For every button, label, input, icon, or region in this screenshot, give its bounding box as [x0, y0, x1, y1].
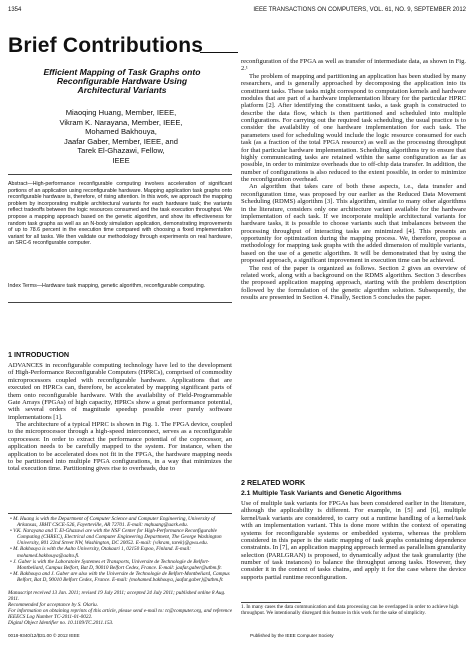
footnote-rule	[8, 513, 232, 514]
body-paragraph: The rest of the paper is organized as follows. Section 2 gives an overview of related work, along with a background on the RDMS algorithm. Section 3 describes the proposed application mapping approach, starting with the problem description followed by the formulation of the genetic algorithm solution. Subsequently, the results are presented in Section 4. Finally, Section 5 concludes the paper.	[241, 264, 466, 301]
intro-heading: 1 INTRODUCTION	[8, 350, 70, 359]
journal-line: IEEE TRANSACTIONS ON COMPUTERS, VOL. 61, NO. 9, SEPTEMBER 2012	[253, 7, 466, 13]
related-work-heading: 2 RELATED WORK	[241, 478, 306, 487]
manuscript-info	[8, 590, 232, 627]
page-footer	[8, 633, 466, 641]
page-number: 1354	[8, 7, 22, 13]
body-paragraph: The problem of mapping and partitioning an application has been studied by many researchers, and is generally approached by decomposing the application into its constituent tasks. These tasks might correspond to computation kernels and hardware modules that are part of a hardware implementation library for the particular HPRC platform [2]. After identifying the constituent tasks, a task graph is constructed to describe the data flow, which is then partitioned and scheduled into multiple configurations. For carrying out the required task scheduling, the usual practice is to consider the availability of one hardware implementation for each task. The parameters used for scheduling would include the logic resource consumed for each task (as a fraction of the total FPGA resource) as well as the processing throughput for that particular hardware implementation. Scheduling algorithms try to ensure that highly communicating tasks are retained within the same configuration as far as possible, in order to minimize overheads due to off-chip data transfer. In addition, the number of configurations is also reduced to the extent possible, in order to minimize the reconfiguration overhead.	[241, 72, 466, 183]
affiliation-item: • M. Bakhouya and J. Gaber are also with the Universite de Technologie de Belfort-Montbeliard, Campus Belfort, Bat D, 90010 Belfort Cedex, France. E-mail: {mohamed.bakhouya, jaafar.gaber}@utbm.fr.	[10, 570, 230, 583]
intro-paragraph: The architecture of a typical HPRC is shown in Fig. 1. The FPGA device, coupled to the microprocessor through a high-speed interconnect, serves as a reconfigurable coprocessor. In order to extract the performance potential of the coprocessor, an application needs to be carefully mapped to the system. For instance, when the application to be accelerated does not fit in the FPGA, the hardware mapping needs to be partitioned into multiple FPGA configurations, in a way that minimizes the total execution time. Partitioning gives rise to overheads, due to	[8, 421, 232, 473]
intro-paragraph: ADVANCES in reconfigurable computing technology have led to the development of High-Performance Reconfigurable Computers (HPRCs), comprised of commodity microprocessors coupled with reconfigurable hardware. Applications that are executed on HPRCs can, therefore, be accelerated by mapping significant parts of them onto reconfigurable hardware. With the availability of Field-Programmable Gate Arrays (FPGAs) of high capacity, HPRCs show a great performance potential, with several orders of magnitude speedup possible over purely software implementations [1].	[8, 362, 232, 421]
manuscript-line: Manuscript received 13 Jan. 2011; revised 19 July 2011; accepted 24 July 2011; published online 8 Aug. 2011.	[8, 590, 226, 603]
publisher-line: Published by the IEEE Computer Society	[250, 633, 334, 638]
abstract-top-rule	[8, 174, 232, 175]
affiliations	[8, 516, 232, 583]
author-line: Miaoqing Huang, Member, IEEE,	[65, 108, 177, 117]
footnote-rule	[241, 602, 301, 603]
copyright-line: 0018-9340/12/$31.00 © 2012 IEEE	[8, 633, 80, 638]
body-paragraph: reconfiguration of the FPGA as well as transfer of intermediate data, as shown in Fig. 2.¹	[241, 58, 466, 73]
author-block	[26, 108, 216, 166]
manuscript-line: For information on obtaining reprints of this article, please send e-mail to: tc@computer.org, and reference IEEECS Log Number TC-2011-01-0022.	[8, 608, 233, 621]
intro-body	[8, 362, 232, 473]
related-work-body: Use of multiple task variants for FPGAs has been considered earlier in the literature, although the applicability is different. For example, in [5] and [6], multiple kernel/task variants are considered, to carry out a runtime handling of a kernel/task with an implementation variant. This is done more within the context of operating systems for reconfigurable systems or embedded systems, whereas the problem considered in this paper is the static mapping of task graphs containing dependence constraints. In [7], an application mapping approach termed as parallelism granularity selection (PARLGRAN) is proposed, to dynamically adjust the task granularity (the number of task instances) to balance the throughput among tasks. However, they consider it in the context of tasks chains, and apply it for the case where the device supports partial runtime reconfiguration.	[241, 500, 466, 581]
paper-title: Efficient Mapping of Task Graphs onto Reconfigurable Hardware Using Architectural Variants	[43, 67, 201, 96]
affiliation-item: • J. Gaber is with the Laboratoire Systemes et Transports, Universite de Technologie de Belfort-Montbeliard, Campus Belfort, Bat D, 90010 Belfort Cedex, France. E-mail: jaafar.gaber@utbm.fr.	[10, 558, 222, 571]
footnote: 1. In many cases the data communication and data processing can be overlapped in order to achieve high throughput. We intentionally disregard this feature in this work for the sake of simplicity.	[241, 604, 459, 617]
affiliation-item: • V.K. Narayana and T. El-Ghazawi are with the NSF Center for High-Performance Reconfigurable Computing (CHREC), Electrical and Computer Engineering Department, The George Washington University, 801 22nd Street NW, Washington, DC 20052. E-mail: {vikram, tarek}@gwu.edu.	[10, 528, 222, 547]
section-label: Brief Contributions	[8, 34, 204, 57]
manuscript-line: Digital Object Identifier no. 10.1109/TC.2011.153.	[8, 620, 114, 627]
author-line: IEEE	[112, 155, 130, 165]
abstract: Abstract—High-performance reconfigurable computing involves acceleration of significant portions of an application using reconfigurable hardware. Mapping application task graphs onto reconfigurable hardware is, therefore, of rising attention. In this work, we approach the mapping problem by incorporating multiple architectural variants for each hardware task; the variants reflect tradeoffs between the logic resources consumed and the task execution throughput. We propose a mapping approach based on the genetic algorithm, and show its effectiveness for random task graphs as well as an N-body simulation application, demonstrating improvements of up to 78.6 percent in the execution time compared with choosing a fixed implementation variant for all tasks. We then validate our methodology through experiments on real hardware, an SRC-6 reconfigurable computer.	[8, 181, 232, 247]
author-line: Jaafar Gaber, Member, IEEE, and	[64, 136, 178, 146]
author-line: Vikram K. Narayana, Member, IEEE,	[59, 117, 183, 127]
index-terms: Index Terms—Hardware task mapping, genetic algorithm, reconfigurable computing.	[8, 283, 206, 289]
right-body	[241, 58, 466, 301]
related-work-subheading: 2.1 Multiple Task Variants and Genetic Algorithms	[241, 490, 402, 497]
author-line: Tarek El-Ghazawi, Fellow,	[77, 146, 165, 156]
right-column	[241, 0, 466, 647]
body-paragraph: An algorithm that takes care of both these aspects, i.e., data transfer and reconfiguration time, was proposed by our earlier as the Reduced Data Movement Scheduling (RDMS) algorithm [3]. This algorithm, similar to many other algorithms in the literature, considers only one architecture variant available for the hardware implementation of each task. If we incorporate multiple architectural variants for hardware tasks, it is possible to choose variants such that imbalances between the processing throughput of interacting tasks are minimized [4]. This presents an opportunity for optimization during the mapping process. We, therefore, propose a methodology for mapping task graphs with the added dimension of multiple variants, based on the use of a genetic algorithm. It will be demonstrated that by using the proposed approach, a significant improvement in execution time can be achieved.	[241, 183, 466, 265]
abstract-bottom-rule	[8, 302, 232, 303]
author-line: Mohamed Bakhouya,	[85, 127, 157, 137]
affiliation-item: • M. Bakhouya is with the Aalto University, Otakaari 1, 02150 Espoo, Finland. E-mail: mohamed.bakhouya@aalto.fi.	[10, 546, 191, 559]
affiliation-item: • M. Huang is with the Department of Computer Science and Computer Engineering, University of Arkansas, JBHT CSCE-526, Fayetteville, AR 72701. E-mail: mqhuang@uark.edu.	[10, 516, 215, 529]
manuscript-line: Recommended for acceptance by S. Olariu.	[8, 602, 99, 609]
left-column	[8, 0, 232, 647]
